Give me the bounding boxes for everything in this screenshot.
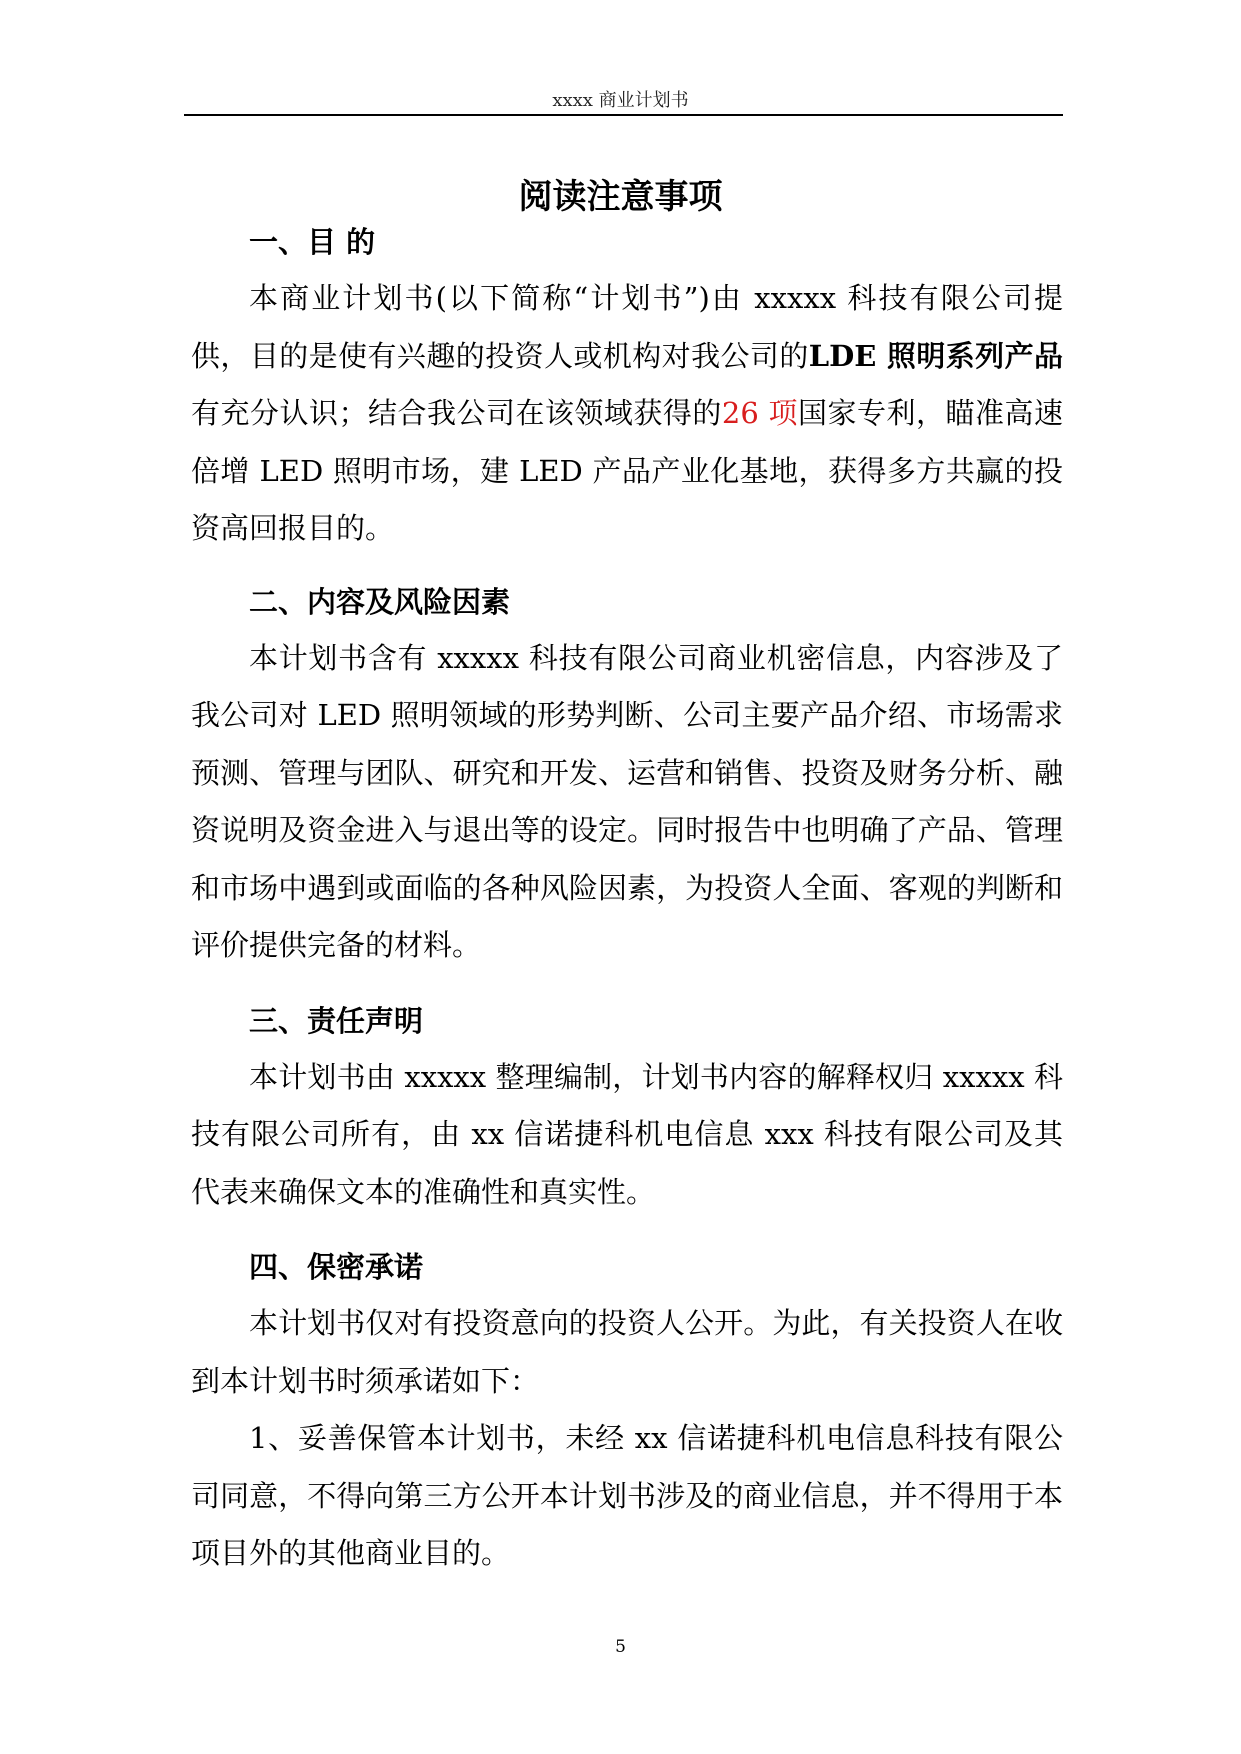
section-heading-content-risk: 二、内容及风险因素 [249, 584, 511, 619]
running-header: xxxx 商业计划书 [552, 90, 689, 111]
section-heading-liability: 三、责任声明 [249, 1003, 424, 1038]
section-paragraph-confidentiality: 本计划书仅对有投资意向的投资人公开。为此，有关投资人在收到本计划书时须承诺如下： [191, 1306, 1063, 1398]
paragraph-text: 本商业计划书(以下简称“计划书”)由 xxxxx 科技有限公司提供，目的是使有兴趣的投资人或机构对我公司的 [191, 281, 1063, 373]
section-paragraph-liability: 本计划书由 xxxxx 整理编制，计划书内容的解释权归 xxxxx 科技有限公司所有，由 xx 信诺捷科机电信息 xxx 科技有限公司及其代表来确保文本的准确性和真实性。 [191, 1059, 1063, 1209]
product-name-highlight: LDE 照明系列产品 [808, 338, 1063, 373]
section-paragraph-content-risk: 本计划书含有 xxxxx 科技有限公司商业机密信息，内容涉及了我公司对 LED 照明领域的形势判断、公司主要产品介绍、市场需求预测、管理与团队、研究和开发、运营和销售、投资及财务分析、融资说明及资金进入与退出等的设定。同时报告中也明确了产品、管理和市场中遇到或面临的各种风险因素，为投资人全面、客观的判断和评价提供完备的材料。 [191, 640, 1063, 962]
section-spacer [191, 558, 1063, 574]
paragraph-text: 有充分认识；结合我公司在该领域获得的 [191, 396, 722, 430]
section-paragraph-purpose [191, 270, 1063, 558]
section-paragraph-confidentiality-item-1: 1、妥善保管本计划书，未经 xx 信诺捷科机电信息科技有限公司同意，不得向第三方公开本计划书涉及的商业信息，并不得用于本项目外的其他商业目的。 [191, 1421, 1063, 1570]
document-body [191, 214, 1063, 1583]
section-spacer [191, 975, 1063, 993]
paragraph-text: 国家专利，瞄准高速倍增 LED 照明市场，建 LED 产品产业化基地，获得多方共赢的投资高回报目的。 [191, 396, 1063, 545]
section-heading-confidentiality: 四、保密承诺 [249, 1250, 424, 1284]
page-title: 阅读注意事项 [518, 176, 723, 217]
section-spacer [191, 1221, 1063, 1239]
patent-count-highlight: 26 项 [721, 396, 799, 430]
header-rule [184, 114, 1063, 116]
page-number: 5 [615, 1637, 626, 1657]
section-heading-purpose: 一、目 的 [249, 225, 376, 259]
